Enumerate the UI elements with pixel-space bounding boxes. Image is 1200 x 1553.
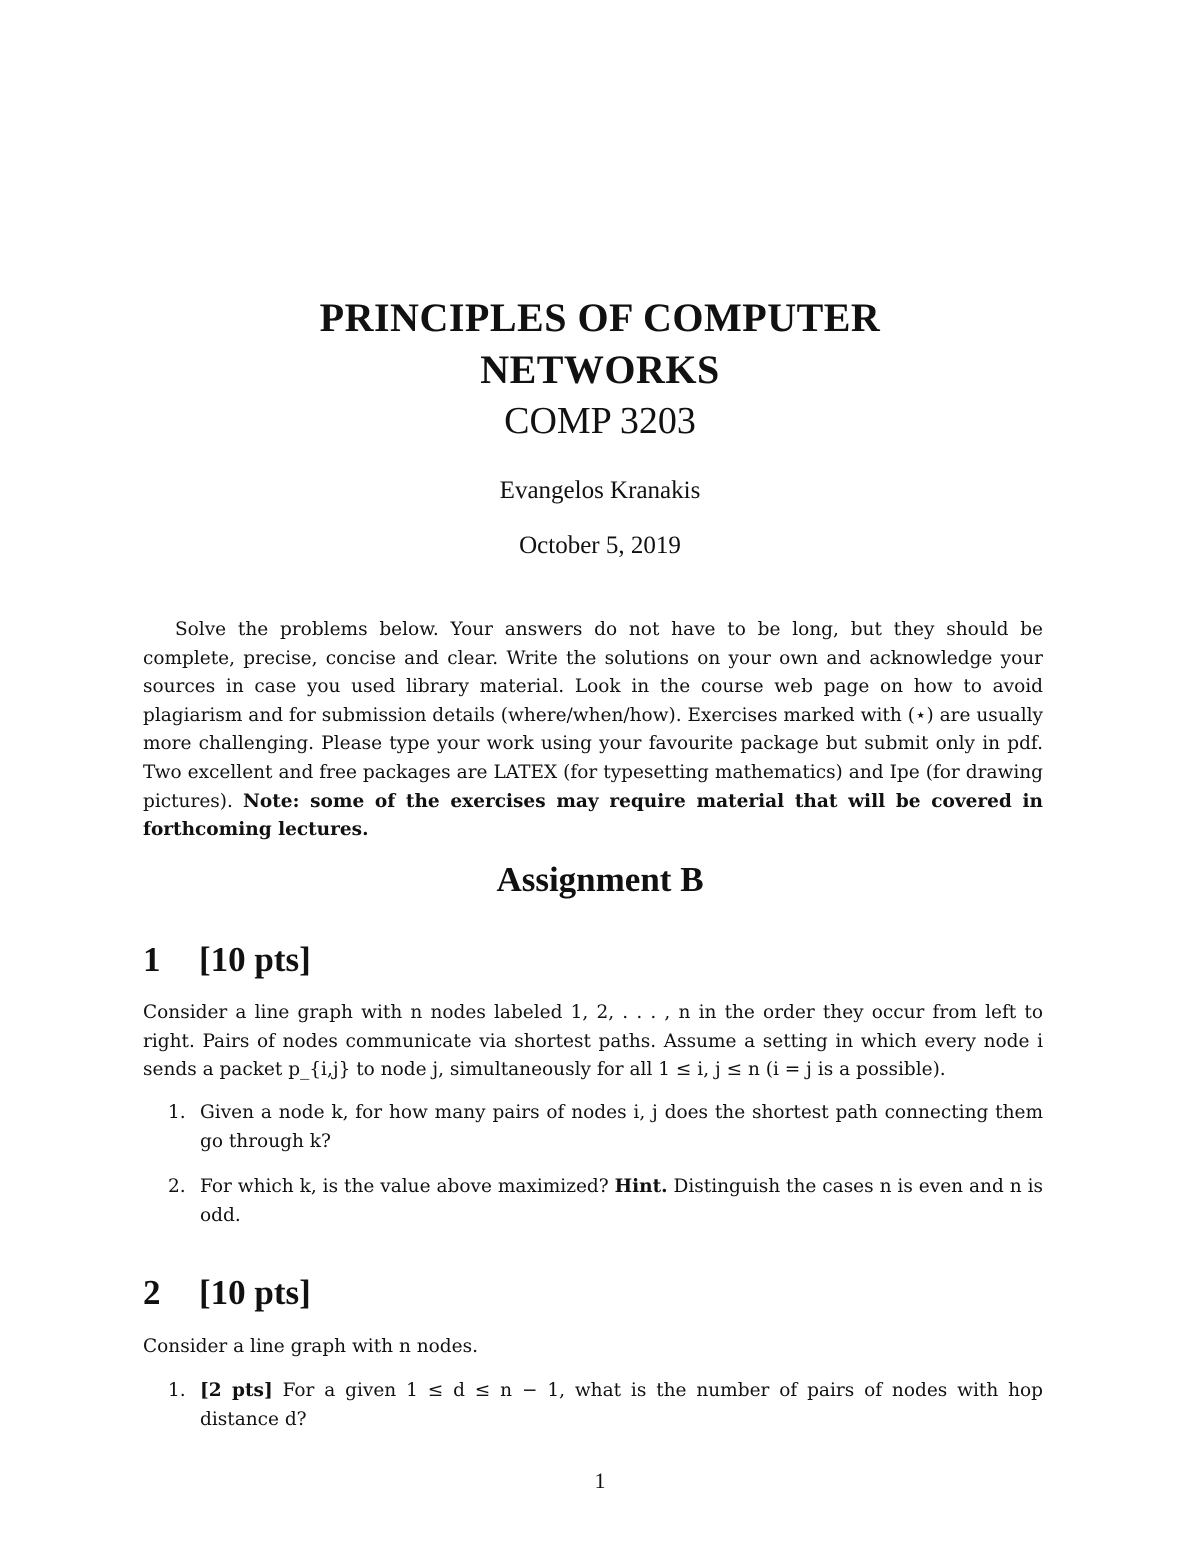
section-2-heading xyxy=(143,1271,311,1315)
section-1-list xyxy=(143,1099,1043,1247)
list-item-text: Given a node k, for how many pairs of nodes i, j does the shortest path connecting them go through k? xyxy=(200,1102,1043,1152)
list-item xyxy=(143,1173,1043,1230)
section-2-paragraph: Consider a line graph with n nodes. xyxy=(143,1336,478,1357)
list-item xyxy=(143,1099,1043,1156)
author-name: Evangelos Kranakis xyxy=(499,477,701,504)
section-2-list xyxy=(143,1377,1043,1451)
section-2-points: [10 pts] xyxy=(199,1273,311,1312)
section-1-heading xyxy=(143,938,311,982)
list-item-text: For which k, is the value above maximized? xyxy=(200,1176,615,1198)
intro-note: Note: some of the exercises may require material that will be covered in forthcoming lectures. xyxy=(143,790,1044,841)
section-1-points: [10 pts] xyxy=(199,940,311,979)
assignment-title: Assignment B xyxy=(496,860,704,899)
section-2-number: 2 xyxy=(143,1273,161,1312)
list-item-text: For a given 1 ≤ d ≤ n − 1, what is the number of pairs of nodes with hop distance d? xyxy=(200,1380,1043,1430)
list-item xyxy=(143,1377,1043,1434)
list-marker: 2. xyxy=(168,1176,186,1198)
list-item-text: Distinguish the cases n is even and n is odd. xyxy=(200,1176,1043,1226)
document-title-line-1: PRINCIPLES OF COMPUTER xyxy=(319,295,881,340)
document-date: October 5, 2019 xyxy=(519,532,681,559)
section-1-number: 1 xyxy=(143,940,161,979)
hint-label: Hint. xyxy=(614,1176,668,1198)
section-1-paragraph: Consider a line graph with n nodes labeled 1, 2, . . . , n in the order they occur from left to right. Pairs of nodes communicate via shortest paths. Assume a setting in which every node i sends a packet p_{i,j} to node j, simultaneously for all 1 ≤ i, j ≤ n (i = j is a possible). xyxy=(143,1002,1043,1081)
item-points-label: [2 pts] xyxy=(200,1380,273,1401)
intro-text: Solve the problems below. Your answers do not have to be long, but they should be complete, precise, concise and clear. Write the solutions on your own and acknowledge your sources in case you used library material. Look in the course web page on how to avoid plagiarism and for submission details (where/when/how). Exercises marked with (⋆) are usually more challenging. Please type your work using your favourite package but submit only in pdf. Two excellent and free packages are LATEX (for typesetting mathematics) and Ipe (for drawing pictures). xyxy=(143,619,1043,812)
intro-paragraph xyxy=(143,616,1043,845)
course-code: COMP 3203 xyxy=(504,400,696,442)
list-marker: 1. xyxy=(168,1102,186,1123)
title-block xyxy=(0,292,1200,446)
page-number: 1 xyxy=(594,1468,606,1493)
list-marker: 1. xyxy=(168,1380,186,1401)
document-title-line-2: NETWORKS xyxy=(480,347,720,392)
